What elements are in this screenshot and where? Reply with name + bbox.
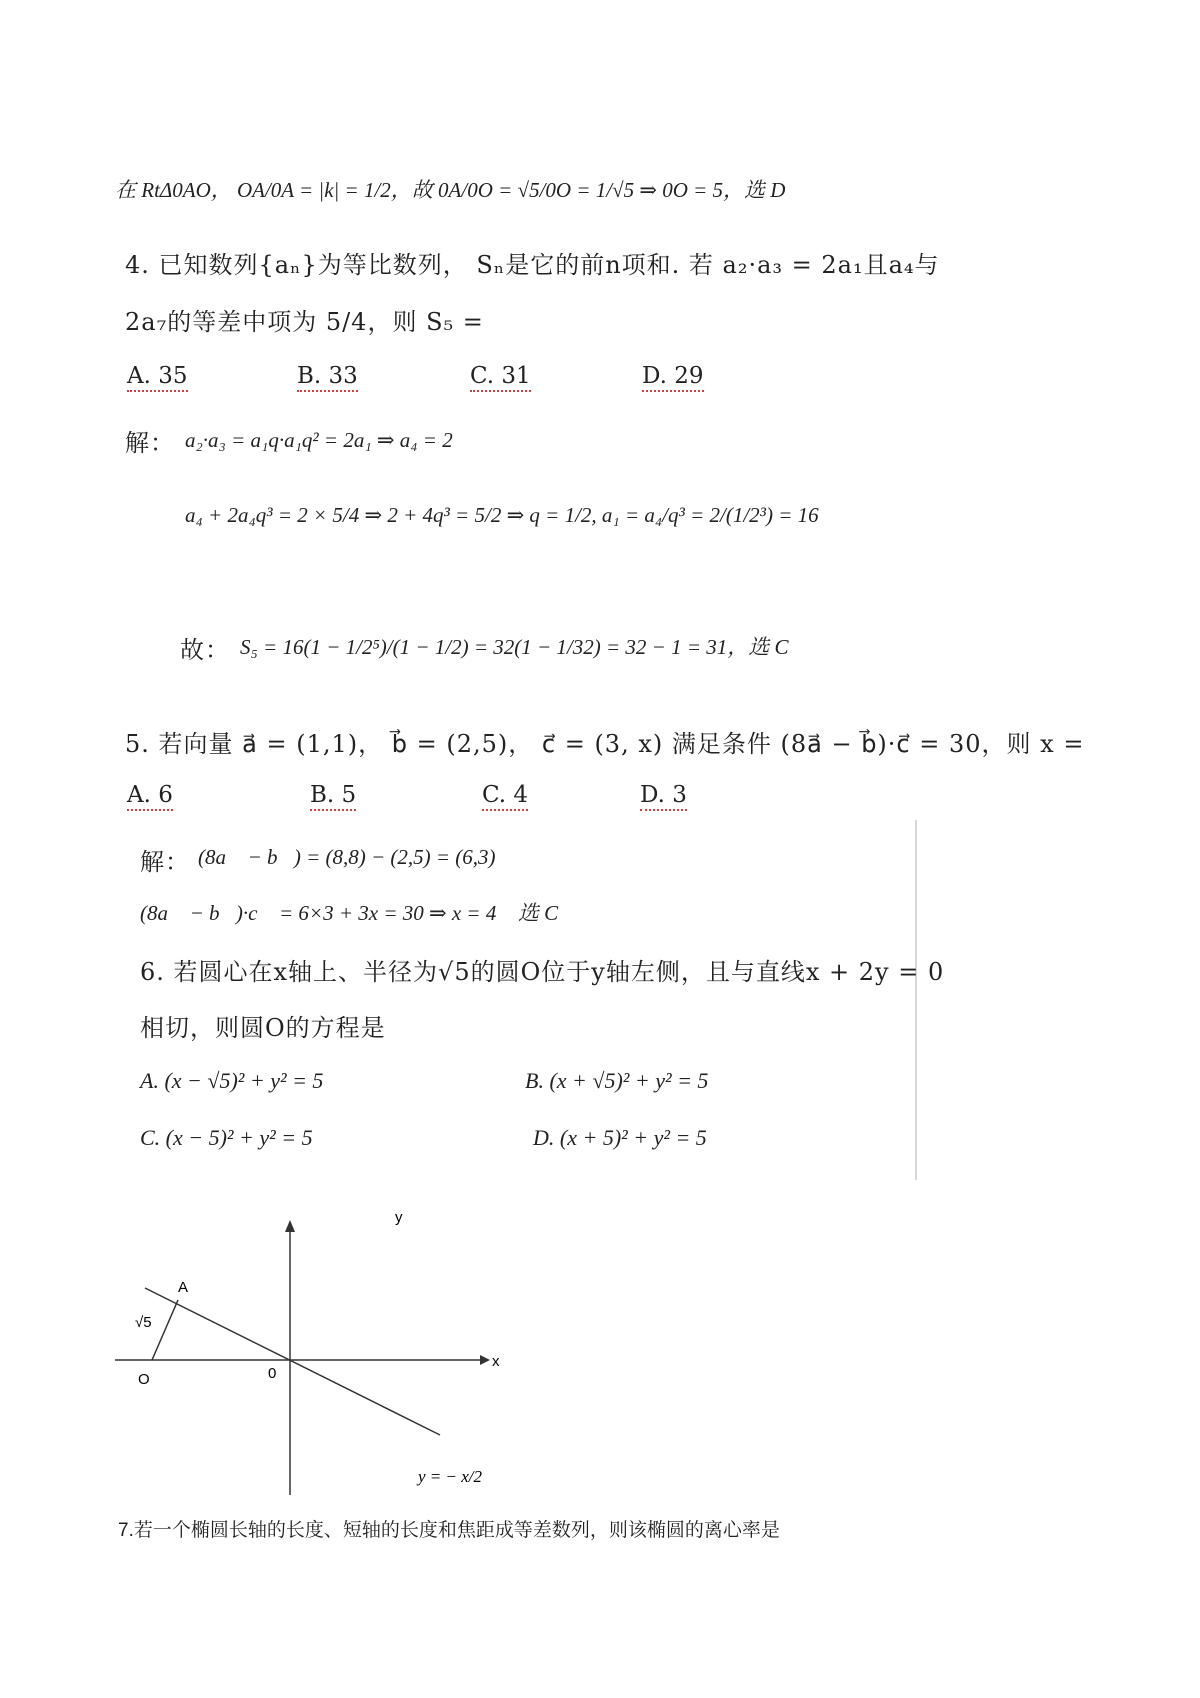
q6-choice-b: B. (x + √5)² + y² = 5 [525, 1068, 709, 1093]
q4-choice-c: C. 31 [470, 363, 531, 392]
q5-solution-label: 解： [140, 848, 190, 876]
q5-solution-step-2: (8a⃗ − b⃗)·c⃗ = 6×3 + 3x = 30 ⇒ x = 4， 选 C [140, 901, 559, 925]
radius-segment [152, 1300, 178, 1360]
q4-solution-step-2: a₄ + 2a₄q³ = 2 × 5/4 ⇒ 2 + 4q³ = 5/2 ⇒ q = 1/2, a₁ = a₄/q³ = 2/(1/2³) = 16 [185, 503, 819, 527]
coordinate-figure [100, 1200, 520, 1500]
question-4-text: 4. 已知数列{aₙ}为等比数列， Sₙ是它的前n项和. 若 a₂·a₃ = 2a₁且a₄与 [125, 251, 940, 279]
question-4-text-2: 2a₇的等差中项为 5/4，则 S₅ = [125, 308, 484, 336]
q5-choice-c: C. 4 [482, 782, 528, 811]
q4-choice-b: B. 33 [297, 363, 358, 392]
line-equation-label: y = − x/2 [418, 1467, 483, 1486]
q6-choice-c: C. (x − 5)² + y² = 5 [140, 1125, 313, 1150]
x-axis-arrow [480, 1355, 490, 1365]
solution-line-1: 在 RtΔ0AO， OA/0A = |k| = 1/2，故 0A/0O = √5/0O = 1/√5 ⇒ 0O = 5，选 D [115, 178, 786, 202]
q5-solution-step-1: (8a⃗ − b⃗) = (8,8) − (2,5) = (6,3) [198, 845, 496, 869]
question-5-text: 5. 若向量 a⃗ = (1,1)， b⃗ = (2,5)， c⃗ = (3, x) 满足条件 (8a⃗ − b⃗)·c⃗ = 30，则 x = [125, 730, 1085, 758]
q5-choice-b: B. 5 [310, 782, 356, 811]
x-axis-label: x [492, 1353, 500, 1370]
q4-choice-a: A. 35 [127, 363, 188, 392]
q4-solution-label-2: 故： [180, 636, 230, 664]
q4-solution-step-3: S₅ = 16(1 − 1/2⁵)/(1 − 1/2) = 32(1 − 1/32) = 32 − 1 = 31，选 C [240, 635, 789, 659]
question-7-text: 7.若一个椭圆长轴的长度、短轴的长度和焦距成等差数列，则该椭圆的离心率是 [118, 1520, 780, 1541]
q4-solution-label: 解： [125, 429, 175, 457]
question-6-text: 6. 若圆心在x轴上、半径为√5的圆O位于y轴左侧，且与直线x + 2y = 0 [140, 958, 945, 986]
point-a-label: A [178, 1279, 189, 1296]
y-axis-label: y [395, 1209, 403, 1226]
radius-label: √5 [135, 1314, 152, 1331]
q4-solution-step-1: a₂·a₃ = a₁q·a₁q² = 2a₁ ⇒ a₄ = 2 [185, 428, 453, 452]
line-y-neg-half-x [145, 1288, 440, 1435]
q6-choice-a: A. (x − √5)² + y² = 5 [140, 1068, 324, 1093]
point-o-label: O [138, 1371, 150, 1388]
q5-choice-d: D. 3 [640, 782, 687, 811]
origin-label: 0 [268, 1365, 277, 1382]
y-axis-arrow [285, 1220, 295, 1232]
q4-choice-d: D. 29 [642, 363, 704, 392]
scan-border [915, 820, 917, 1180]
q5-choice-a: A. 6 [127, 782, 173, 811]
question-6-text-2: 相切，则圆O的方程是 [140, 1014, 386, 1042]
q6-choice-d: D. (x + 5)² + y² = 5 [533, 1125, 707, 1150]
